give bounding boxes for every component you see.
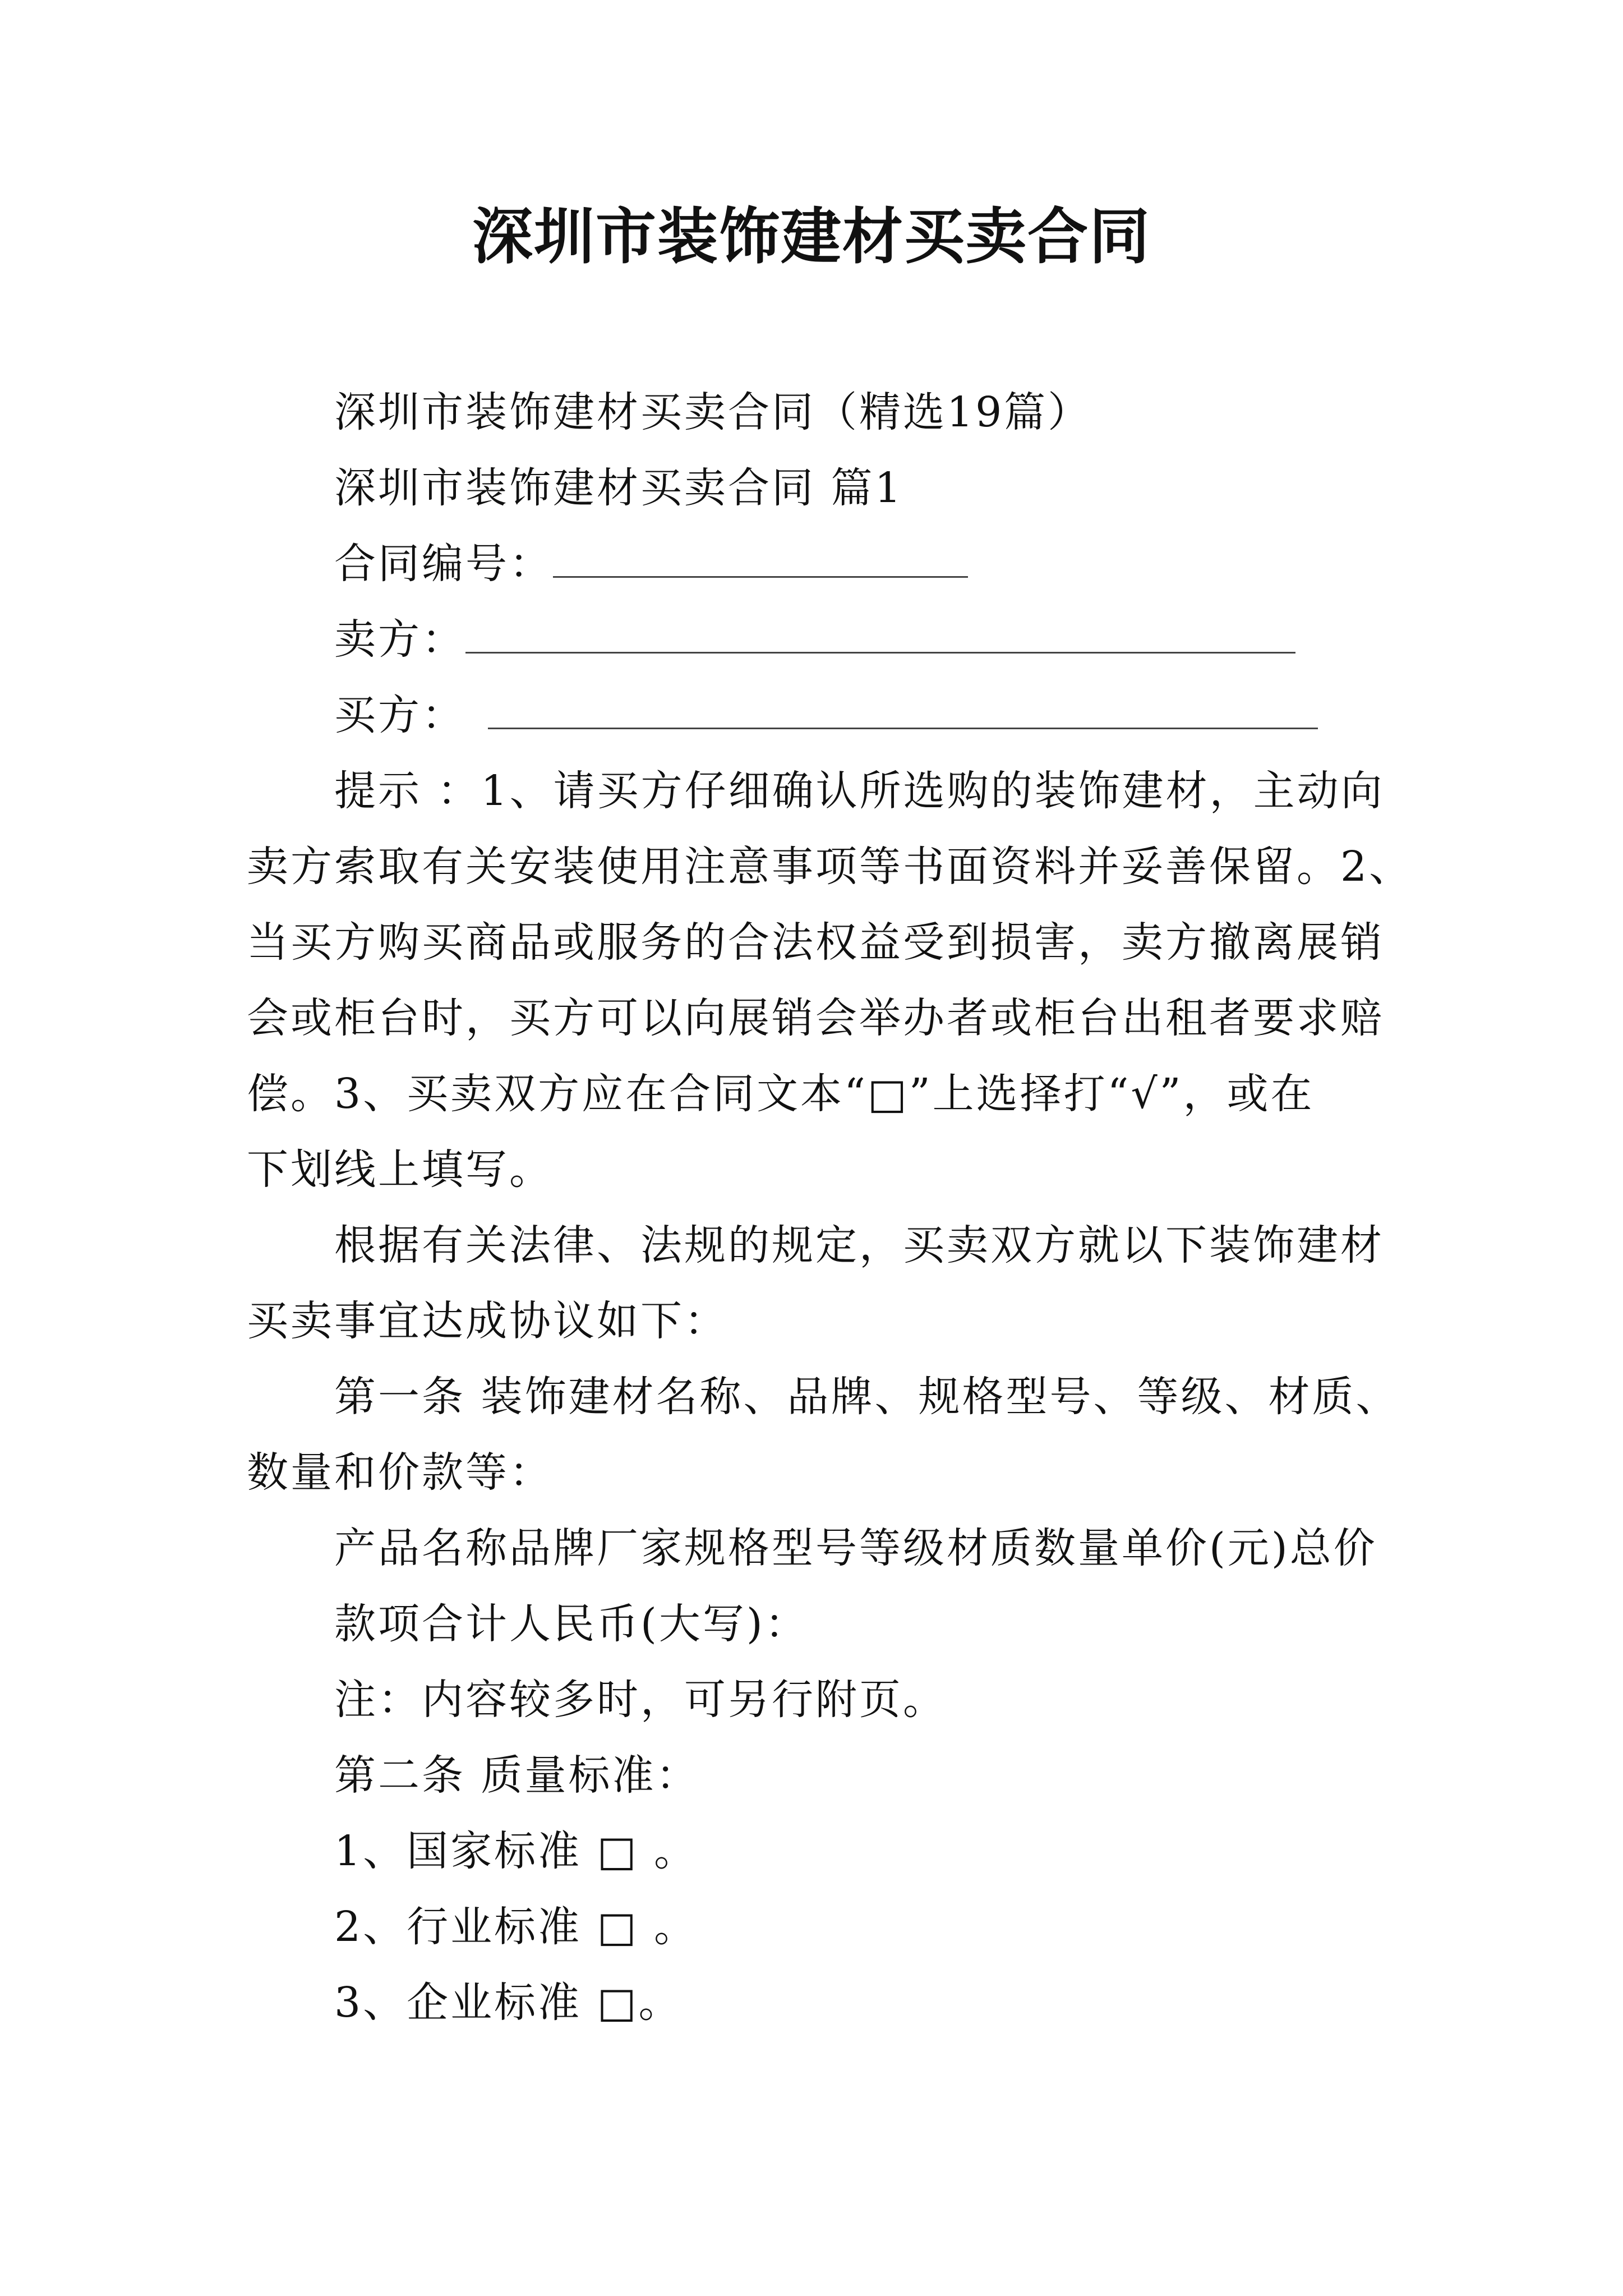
notice-line: 提示 ：1、请买方仔细确认所选购的装饰建材，主动向 xyxy=(334,767,1385,815)
notice-line: 偿。3、买卖双方应在合同文本“□”上选择打“√”，或在 xyxy=(247,1070,1315,1118)
intro-line: 买卖事宜达成协议如下： xyxy=(247,1297,728,1345)
total-amount-label: 款项合计人民币(大写)： xyxy=(334,1600,809,1648)
article-1-line: 数量和价款等： xyxy=(247,1448,553,1497)
table-header-text: 产品名称品牌厂家规格型号等级材质数量单价(元)总价 xyxy=(334,1524,1377,1572)
section-heading: 深圳市装饰建材买卖合同 篇1 xyxy=(334,464,903,512)
seller-label: 卖方： xyxy=(334,615,465,664)
seller-blank xyxy=(465,629,1295,654)
standard-option: 1、国家标准 □ 。 xyxy=(334,1827,698,1875)
intro-line: 根据有关法律、法规的规定，买卖双方就以下装饰建材 xyxy=(334,1221,1384,1269)
standard-option: 2、行业标准 □ 。 xyxy=(334,1903,698,1951)
note-text: 注：内容较多时，可另行附页。 xyxy=(334,1676,947,1724)
notice-line: 当买方购买商品或服务的合法权益受到损害，卖方撤离展销 xyxy=(247,918,1384,967)
buyer-label: 买方： xyxy=(334,691,465,739)
document-title: 深圳市装饰建材买卖合同 xyxy=(472,201,1151,272)
notice-line: 下划线上填写。 xyxy=(247,1145,553,1194)
article-2-title: 第二条 质量标准： xyxy=(334,1751,700,1800)
seller-field xyxy=(334,611,1295,668)
document-subtitle: 深圳市装饰建材买卖合同（精选19篇） xyxy=(334,388,1092,436)
notice-line: 卖方索取有关安装使用注意事项等书面资料并妥善保留。2、 xyxy=(247,843,1413,891)
contract-number-blank xyxy=(553,554,968,578)
standard-option: 3、企业标准 □。 xyxy=(334,1978,683,2027)
contract-number-field xyxy=(334,536,968,592)
notice-line: 会或柜台时，买方可以向展销会举办者或柜台出租者要求赔 xyxy=(247,994,1384,1042)
contract-number-label: 合同编号： xyxy=(334,540,553,588)
buyer-field xyxy=(334,687,1318,743)
buyer-blank xyxy=(488,705,1318,729)
article-1-line: 第一条 装饰建材名称、品牌、规格型号、等级、材质、 xyxy=(334,1373,1400,1421)
